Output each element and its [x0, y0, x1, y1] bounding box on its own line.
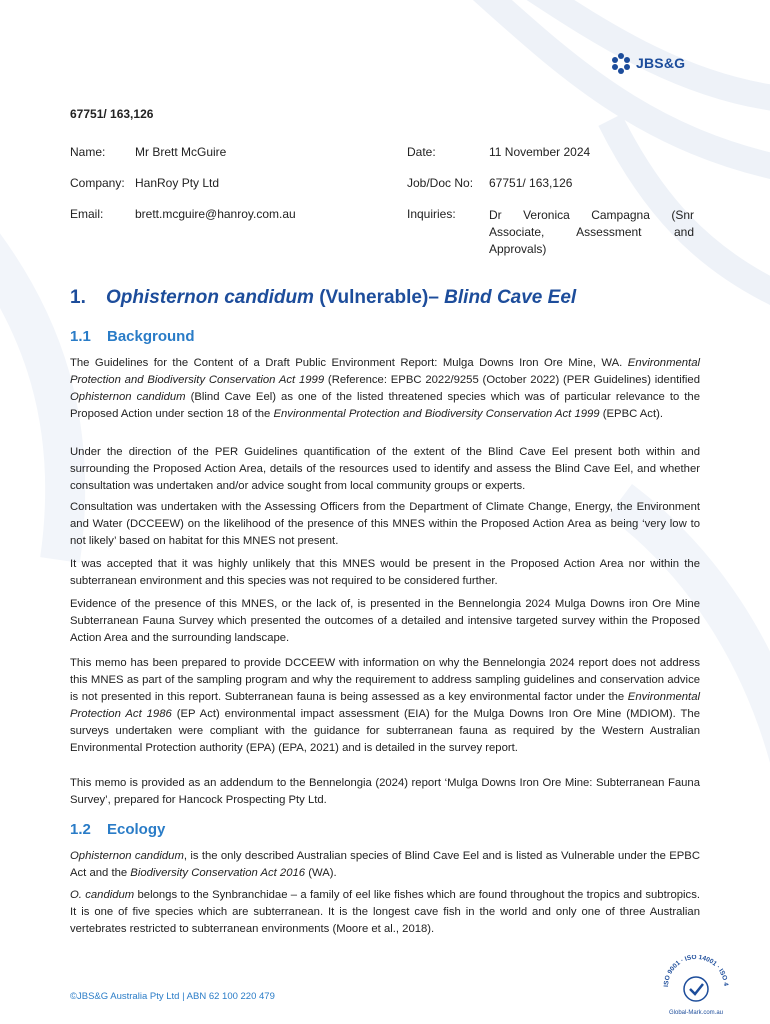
common-name: Blind Cave Eel — [444, 287, 577, 308]
section-heading-background: 1.1 Background — [70, 328, 195, 345]
certification-badge — [656, 955, 736, 1017]
inquiries-value: Dr Veronica Campagna (Snr Associate, Assessment and Approvals) — [489, 208, 694, 256]
background-paragraph-7: This memo is provided as an addendum to the Bennelongia (2024) report ‘Mulga Downs Iron Ore Mine: Subterranean Fauna Survey’, prepared for Hancock Prospecting Pty Ltd. — [70, 777, 700, 806]
email-value: brett.mcguire@hanroy.com.au — [135, 207, 296, 221]
certification-seal-icon — [656, 955, 736, 1017]
ecology-paragraph-1: Ophisternon candidum, is the only described Australian species of Blind Cave Eel and is listed as Vulnerable under the EPBC Act and the Biodiversity Conservation Act 2016 (WA). — [70, 850, 700, 879]
name-value: Mr Brett McGuire — [135, 145, 227, 159]
svg-text:Global-Mark.com.au: Global-Mark.com.au — [668, 1010, 724, 1016]
date-label: Date: — [407, 145, 436, 159]
background-paragraph-4: It was accepted that it was highly unlikely that this MNES would be present in the Proposed Action Area nor within the subterranean environment and this species was not required to be considered further. — [70, 558, 700, 587]
background-paragraph-5: Evidence of the presence of this MNES, or the lack of, is presented in the Bennelongia 2024 Mulga Downs iron Ore Mine Subterranean Fauna Survey which presented the outcomes of a detailed and intensive targeted survey within the Proposed Action Area and the surrounding landscape. — [70, 598, 700, 644]
name-label: Name: — [70, 145, 106, 159]
inquiries-label: Inquiries: — [407, 207, 456, 221]
background-paragraph-1: The Guidelines for the Content of a Draft Public Environment Report: Mulga Downs Iron Ore Mine, WA. Environmental Protection and Biodiversity Conservation Act 1999 (Reference: EPBC 2022/9255 (October 2022) (PER Guidelines) identified Ophisternon candidum (Blind Cave Eel) as one of the listed threatened species which was of particular relevance to the Proposed Action under section 18 of the Environmental Protection and Biodiversity Conservation Act 1999 (EPBC Act). — [70, 357, 700, 420]
background-paragraph-3: Consultation was undertaken with the Assessing Officers from the Department of Climate Change, Energy, the Environment and Water (DCCEEW) on the likelihood of the presence of this MNES within the Proposed Action Area as being ‘very low to not likely’ based on habitat for this MNES not present. — [70, 501, 700, 547]
company-label: Company: — [70, 176, 125, 190]
logo-mark-icon — [610, 52, 632, 74]
company-logo — [610, 52, 685, 74]
section-heading-ecology: 1.2 Ecology — [70, 821, 166, 838]
date-value: 11 November 2024 — [489, 145, 591, 159]
background-paragraph-2: Under the direction of the PER Guidelines quantification of the extent of the Blind Cave Eel present both within and surrounding the Proposed Action Area, details of the resources used to identify and assess the Blind Cave Eel, and whether consultation was undertaken and/or advice sought from local community groups or experts. — [70, 446, 700, 492]
footer-copyright: ©JBS&G Australia Pty Ltd | ABN 62 100 220 479 — [70, 991, 275, 1002]
species-name: Ophisternon candidum — [106, 287, 314, 308]
email-label: Email: — [70, 207, 104, 221]
section-heading-1: 1. Ophisternon candidum (Vulnerable)– Blind Cave Eel — [70, 287, 577, 308]
company-value: HanRoy Pty Ltd — [135, 176, 220, 190]
background-paragraph-6: This memo has been prepared to provide DCCEEW with information on why the Bennelongia 2024 report does not address this MNES as part of the sampling program and why the requirement to address sampling guidelines and conservation advice is not presented in this report. Subterranean fauna is being assessed as a key environmental factor under the Environmental Protection Act 1986 (EP Act) environmental impact assessment (EIA) for the Mulga Downs Iron Ore Mine (MDIOM). The surveys undertaken were compliant with the guidance for subterranean fauna as required by the Western Australian Environmental Protection authority (EPA) (EPA, 2021) and is detailed in the survey report. — [70, 657, 700, 754]
logo-text: JBS&G — [636, 55, 686, 71]
jobdoc-value: 67751/ 163,126 — [489, 176, 573, 190]
jobdoc-label: Job/Doc No: — [407, 176, 474, 190]
ecology-paragraph-2: O. candidum belongs to the Synbranchidae – a family of eel like fishes which are found throughout the tropics and subtropics. It is one of five species which are subterranean. It is the longest cave fish in the world and only one of three Australian vertebrates restricted to subterranean environments (Moore et al., 2018). — [70, 889, 700, 935]
document-reference: 67751/ 163,126 — [70, 107, 154, 121]
svg-text:ISO 9001 · ISO 14001 · ISO 450: ISO 9001 · ISO 14001 · ISO 4 — [662, 955, 730, 988]
